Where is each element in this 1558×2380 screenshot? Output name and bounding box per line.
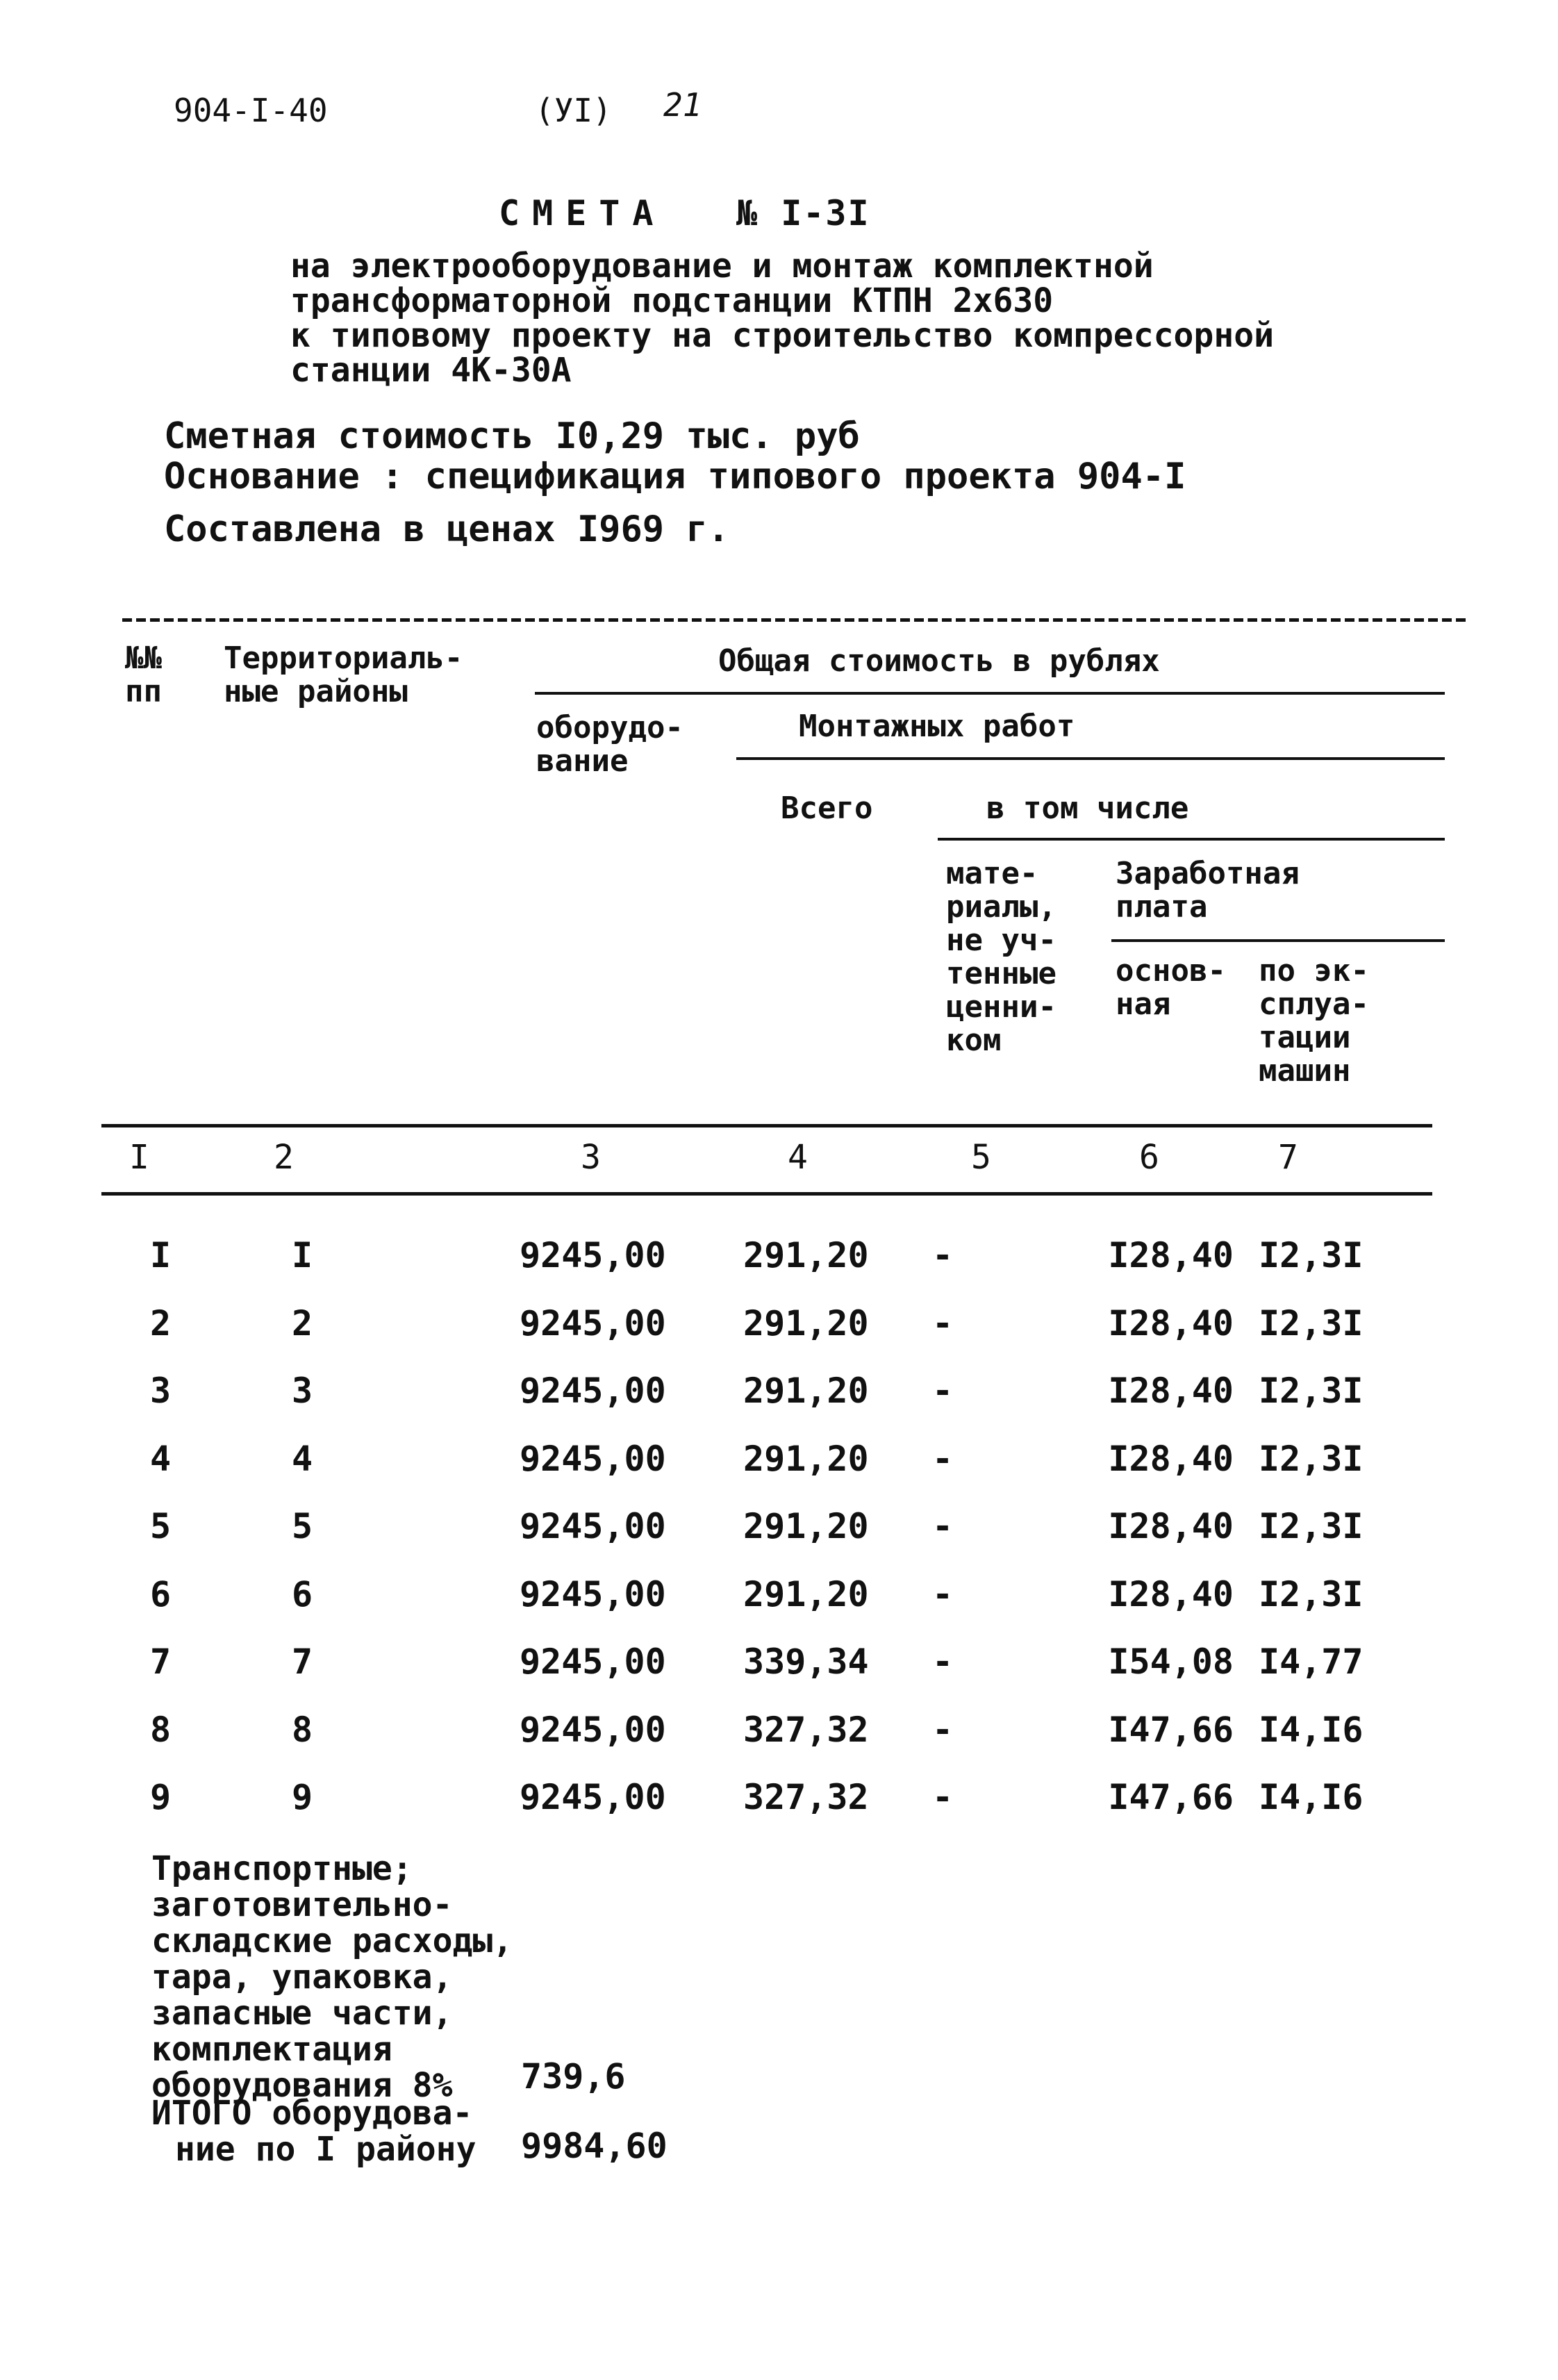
cell-materials: - [932,1642,954,1682]
cell-basic-salary: I47,66 [1108,1777,1234,1817]
doc-title: СМЕТА [499,193,666,233]
table-top-rule [122,618,1467,622]
column-number: I [129,1138,149,1177]
header-salary: Заработная плата [1116,856,1300,925]
cell-machine-salary: I2,3I [1259,1438,1364,1479]
cell-region: 6 [292,1573,313,1614]
header-including: в том числе [986,791,1189,826]
page-number: 21 [663,86,702,124]
cell-equipment: 9245,00 [520,1303,666,1344]
subtitle-line-1: на электрооборудование и монтаж комплектной [290,247,1154,286]
rule-below-column-numbers [101,1192,1432,1196]
column-number: 7 [1278,1138,1298,1177]
cell-total: 291,20 [743,1235,869,1275]
header-all: Всего [781,791,873,826]
cell-materials: - [932,1573,954,1614]
cell-num: 8 [150,1709,172,1750]
subtitle-line-2: трансформаторной подстанции КТПН 2х630 [290,281,1054,320]
rule-under-salary [1111,939,1445,942]
rule-under-including [938,838,1445,841]
cell-machine-salary: I4,77 [1259,1642,1364,1682]
basis: Основание : спецификация типового проекта 904-I [164,456,1186,497]
column-number: 3 [581,1138,601,1177]
cell-num: 2 [150,1303,172,1344]
cell-machine-salary: I4,I6 [1259,1709,1364,1750]
cell-machine-salary: I4,I6 [1259,1777,1364,1817]
cell-num: 7 [150,1642,172,1682]
transport-costs-value: 739,6 [521,2056,626,2097]
total-label: ИТОГО оборудова- ние по I району [151,2094,476,2169]
cell-region: 4 [292,1438,313,1479]
rule-under-total [535,692,1445,695]
cell-total: 291,20 [743,1371,869,1411]
cell-materials: - [932,1777,954,1817]
rule-above-column-numbers [101,1124,1432,1127]
cell-equipment: 9245,00 [520,1573,666,1614]
cell-region: 3 [292,1371,313,1411]
cell-equipment: 9245,00 [520,1777,666,1817]
header-equipment: оборудо- вание [536,710,683,779]
price-level: Составлена в ценах I969 г. [164,509,729,550]
section-label: (УI) [535,92,612,129]
cell-region: 7 [292,1642,313,1682]
cell-materials: - [932,1438,954,1479]
cell-basic-salary: I28,40 [1108,1235,1234,1275]
doc-code: 904-I-40 [174,92,328,129]
cell-materials: - [932,1506,954,1546]
header-basic: основ- ная [1116,953,1226,1022]
cell-equipment: 9245,00 [520,1506,666,1546]
cell-num: 9 [150,1777,172,1817]
cell-region: 5 [292,1506,313,1546]
cell-total: 291,20 [743,1506,869,1546]
cell-total: 339,34 [743,1642,869,1682]
cell-region: 2 [292,1303,313,1344]
cell-region: 8 [292,1709,313,1750]
cell-basic-salary: I28,40 [1108,1506,1234,1546]
cell-num: 5 [150,1506,172,1546]
cell-total: 327,32 [743,1777,869,1817]
cell-region: 9 [292,1777,313,1817]
cell-machine-salary: I2,3I [1259,1506,1364,1546]
cell-machine-salary: I2,3I [1259,1573,1364,1614]
cell-num: 3 [150,1371,172,1411]
transport-costs-label: Транспортные; заготовительно- складские расходы, тара, упаковка, запасные части, комплектация оборудования 8% [151,1849,513,2105]
subtitle-line-3: к типовому проекту на строительство компрессорной [290,316,1275,355]
cell-total: 327,32 [743,1709,869,1750]
column-number: 4 [788,1138,808,1177]
cell-basic-salary: I28,40 [1108,1573,1234,1614]
cell-machine-salary: I2,3I [1259,1303,1364,1344]
header-region: Территориаль- ные районы [224,641,463,709]
cell-equipment: 9245,00 [520,1371,666,1411]
cell-basic-salary: I54,08 [1108,1642,1234,1682]
cell-basic-salary: I28,40 [1108,1438,1234,1479]
header-num: №№ пп [125,641,162,709]
header-machines: по эк- сплуа- тации машин [1259,953,1369,1089]
rule-under-installation [736,757,1445,760]
cell-num: 4 [150,1438,172,1479]
cell-materials: - [932,1235,954,1275]
cell-equipment: 9245,00 [520,1235,666,1275]
cell-materials: - [932,1709,954,1750]
cell-total: 291,20 [743,1438,869,1479]
cell-materials: - [932,1371,954,1411]
cell-region: I [292,1235,313,1275]
cell-equipment: 9245,00 [520,1438,666,1479]
subtitle-line-4: станции 4К-30А [290,351,572,390]
cell-basic-salary: I28,40 [1108,1371,1234,1411]
cell-machine-salary: I2,3I [1259,1371,1364,1411]
estimated-cost: Сметная стоимость I0,29 тыс. руб [164,415,860,457]
cell-machine-salary: I2,3I [1259,1235,1364,1275]
cell-equipment: 9245,00 [520,1642,666,1682]
header-materials: мате- риалы, не уч- тенные ценни- ком [946,856,1056,1058]
total-value: 9984,60 [521,2126,668,2166]
cell-total: 291,20 [743,1303,869,1344]
header-installation: Монтажных работ [799,709,1075,744]
column-number: 2 [274,1138,294,1177]
cell-num: 6 [150,1573,172,1614]
cell-basic-salary: I47,66 [1108,1709,1234,1750]
header-total-cost: Общая стоимость в рублях [718,643,1160,679]
column-number: 5 [971,1138,991,1177]
cell-equipment: 9245,00 [520,1709,666,1750]
cell-materials: - [932,1303,954,1344]
cell-num: I [150,1235,172,1275]
cell-basic-salary: I28,40 [1108,1303,1234,1344]
cell-total: 291,20 [743,1573,869,1614]
doc-title-number: № I-3I [736,193,870,233]
column-number: 6 [1139,1138,1159,1177]
